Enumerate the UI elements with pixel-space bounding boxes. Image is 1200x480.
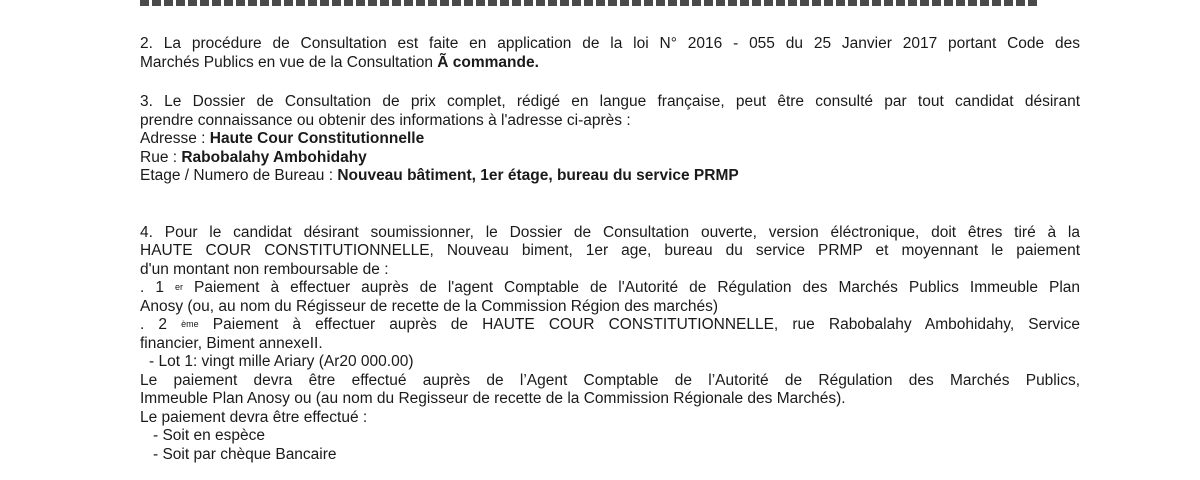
payment-2-text: Paiement à effectuer auprès de HAUTE COUR CONSTITUTIONNELLE, rue Rabobalahy Ambohidahy, Service: [198, 316, 1080, 333]
street-line: [140, 149, 1080, 168]
paragraph-3-line-2: prendre connaissance ou obtenir des informations à l'adresse ci-après :: [140, 111, 631, 129]
payment-2-ordinal: ème: [181, 319, 199, 329]
payment-1-line-1: [140, 279, 1080, 298]
floor-line: [140, 167, 1080, 186]
paragraph-2-period: .: [534, 53, 539, 71]
payment-2-line-2: financier, Biment annexeII.: [140, 334, 323, 352]
paragraph-2-text: Marchés Publics en vue de la Consultation: [140, 53, 438, 71]
payment-1-ordinal: er: [174, 282, 183, 292]
address-value: Haute Cour Constitutionnelle: [209, 130, 425, 147]
address-line: [140, 130, 1080, 149]
floor-label: Etage / Numero de Bureau :: [140, 167, 338, 184]
paragraph-2-line-2: [140, 54, 1080, 73]
paragraph-4-line-3: d'un montant non remboursable de :: [140, 260, 389, 278]
payment-info-line-1: Le paiement devra être effectué auprès de l’Agent Comptable de l’Autorité de Régulation des Marchés Publics,: [140, 371, 1080, 389]
paragraph-4: [140, 224, 1080, 465]
street-value: Rabobalahy Ambohidahy: [181, 148, 367, 166]
paragraph-3-line-1: 3. Le Dossier de Consultation de prix complet, rédigé en langue française, peut être consulté par tout candidat désirant: [140, 93, 1080, 110]
paragraph-3: [140, 93, 1080, 186]
payment-1-prefix: . 1: [140, 279, 175, 296]
lot-line: - Lot 1: vingt mille Ariary (Ar20 000.00): [149, 353, 414, 370]
payment-option-cash: - Soit en espèce: [153, 427, 266, 444]
cut-off-previous-line: [140, 0, 1040, 6]
payment-2-line-1: [140, 316, 1080, 335]
street-label: Rue :: [140, 148, 182, 166]
payment-2-prefix: . 2: [140, 316, 182, 333]
paragraph-2: [140, 35, 1080, 72]
document-body: [140, 35, 1080, 464]
floor-value: Nouveau bâtiment, 1er étage, bureau du service PRMP: [337, 167, 739, 184]
address-label: Adresse :: [140, 130, 210, 147]
consultation-type: Ã commande: [437, 53, 535, 71]
payment-info-line-2: Immeuble Plan Anosy ou (au nom du Regisseur de recette de la Commission Régionale des Marchés).: [140, 390, 846, 407]
payment-option-cheque: - Soit par chèque Bancaire: [153, 445, 337, 463]
payment-1-line-2: Anosy (ou, au nom du Régisseur de recette de la Commission Région des marchés): [140, 297, 719, 315]
payment-method-heading: Le paiement devra être effectué :: [140, 408, 368, 426]
paragraph-2-line-1: 2. La procédure de Consultation est faite en application de la loi N° 2016 - 055 du 25 Janvier 2017 portant Code des: [140, 35, 1080, 52]
paragraph-4-line-1: 4. Pour le candidat désirant soumissionner, le Dossier de Consultation ouverte, version éléctronique, doit êtres tiré à la: [140, 223, 1080, 241]
paragraph-4-line-2: HAUTE COUR CONSTITUTIONNELLE, Nouveau biment, 1er age, bureau du service PRMP et moyennant le paiement: [140, 242, 1080, 259]
payment-1-text: Paiement à effectuer auprès de l'agent Comptable de l'Autorité de Régulation des Marchés Publics Immeuble Plan: [182, 279, 1081, 296]
